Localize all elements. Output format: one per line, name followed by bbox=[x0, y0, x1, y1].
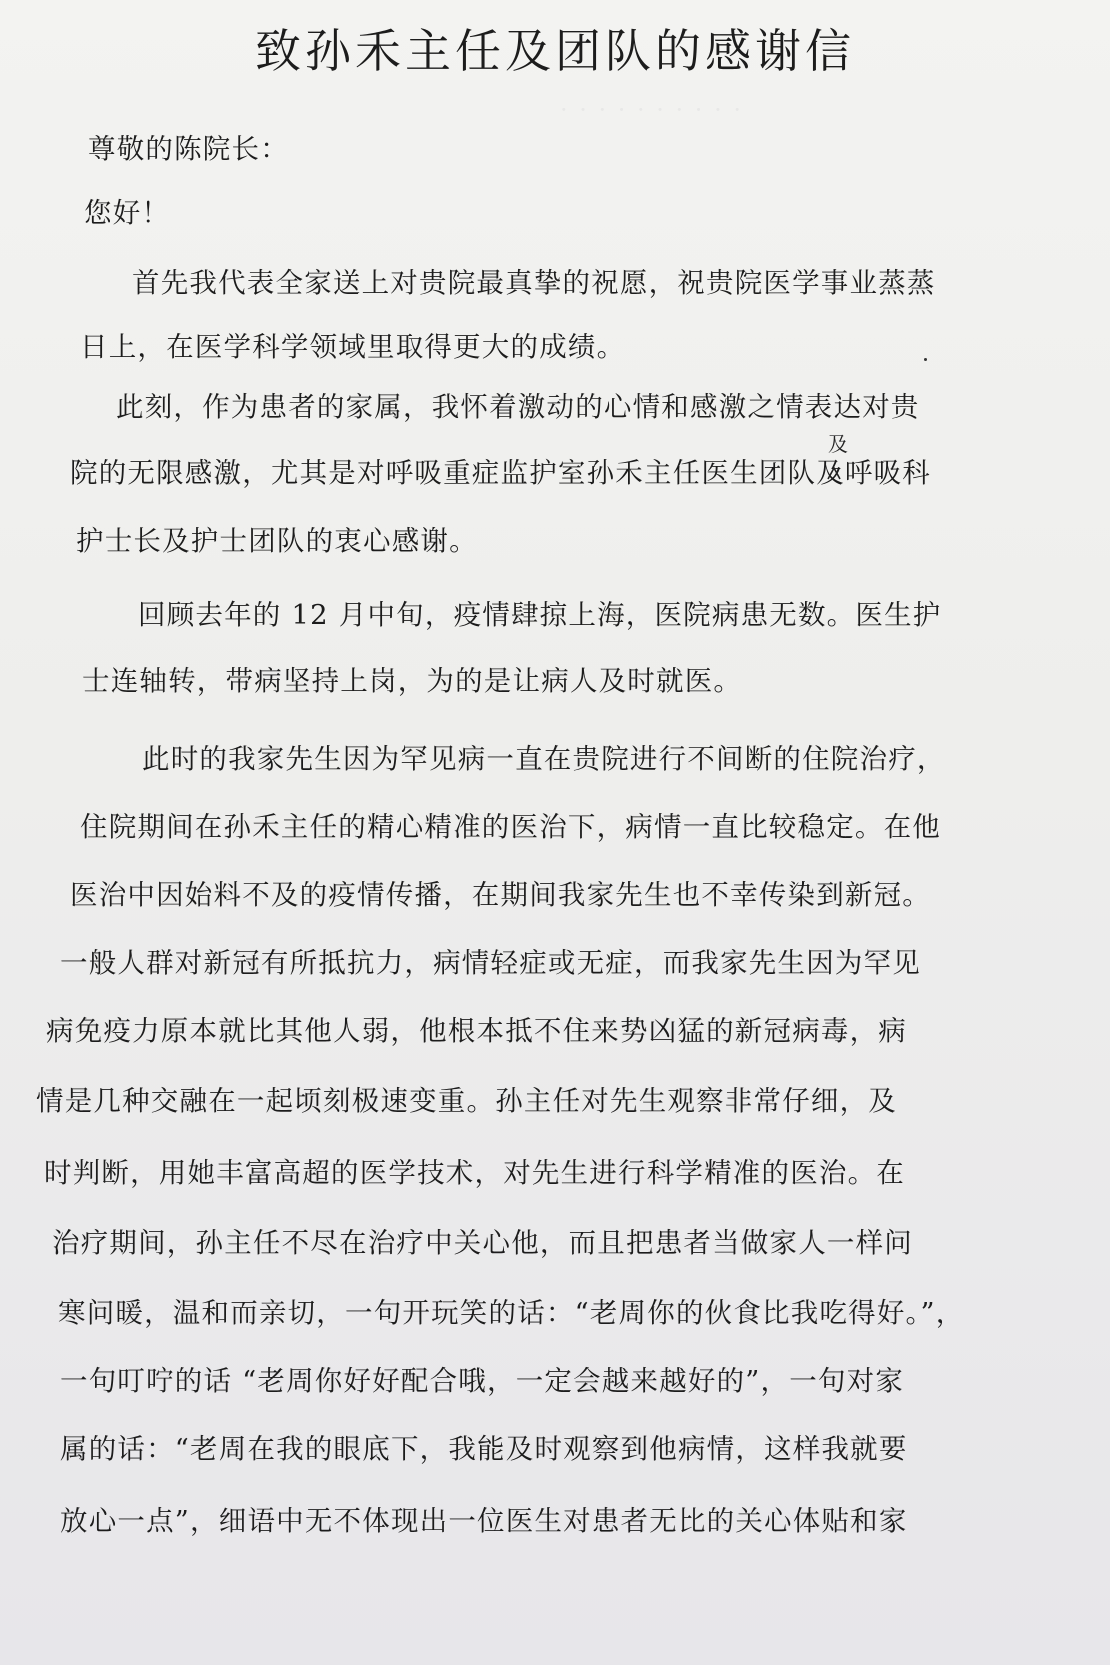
ink-dot bbox=[924, 358, 927, 361]
body-line: 士连轴转，带病坚持上岗，为的是让病人及时就医。 bbox=[82, 665, 743, 697]
body-line: 情是几种交融在一起顷刻极速变重。孙主任对先生观察非常仔细，及 bbox=[36, 1085, 897, 1117]
greeting: 您好！ bbox=[84, 197, 171, 229]
body-line: 首先我代表全家送上对贵院最真挚的祝愿，祝贵院医学事业蒸蒸 bbox=[132, 267, 936, 299]
handwritten-insertion: 及 bbox=[828, 432, 848, 456]
body-line: 此时的我家先生因为罕见病一直在贵院进行不间断的住院治疗， bbox=[142, 743, 946, 775]
body-line: 病免疫力原本就比其他人弱，他根本抵不住来势凶猛的新冠病毒，病 bbox=[46, 1015, 907, 1047]
body-line: 时判断，用她丰富高超的医学技术，对先生进行科学精准的医治。在 bbox=[44, 1157, 905, 1189]
salutation: 尊敬的陈院长： bbox=[88, 133, 289, 165]
body-line: 治疗期间，孙主任不尽在治疗中关心他，而且把患者当做家人一样问 bbox=[52, 1227, 913, 1259]
body-line: 住院期间在孙禾主任的精心精准的医治下，病情一直比较稳定。在他 bbox=[80, 811, 941, 843]
body-line: 日上，在医学科学领域里取得更大的成绩。 bbox=[80, 331, 626, 363]
body-line: 回顾去年的 12 月中旬，疫情肆掠上海，医院病患无数。医生护 bbox=[138, 599, 942, 631]
body-line: 护士长及护士团队的衷心感谢。 bbox=[76, 525, 478, 557]
insertion-caret-icon bbox=[827, 466, 841, 480]
body-line: 此刻，作为患者的家属，我怀着激动的心情和感激之情表达对贵 bbox=[116, 391, 920, 423]
body-line: 放心一点”，细语中无不体现出一位医生对患者无比的关心体贴和家 bbox=[60, 1505, 908, 1537]
body-line: 院的无限感激，尤其是对呼吸重症监护室孙禾主任医生团队及呼吸科 bbox=[70, 457, 931, 489]
body-line: 医治中因始料不及的疫情传播，在期间我家先生也不幸传染到新冠。 bbox=[70, 879, 931, 911]
body-line: 一般人群对新冠有所抵抗力，病情轻症或无症，而我家先生因为罕见 bbox=[60, 947, 921, 979]
show-through-text: · · · · · · · · · · bbox=[560, 96, 743, 124]
body-line: 一句叮咛的话 “老周你好好配合哦，一定会越来越好的”，一句对家 bbox=[60, 1365, 905, 1397]
page-title: 致孙禾主任及团队的感谢信 bbox=[255, 24, 855, 78]
body-line: 属的话：“老周在我的眼底下，我能及时观察到他病情，这样我就要 bbox=[60, 1433, 908, 1465]
body-line: 寒问暖，温和而亲切，一句开玩笑的话：“老周你的伙食比我吃得好。”， bbox=[58, 1297, 965, 1329]
